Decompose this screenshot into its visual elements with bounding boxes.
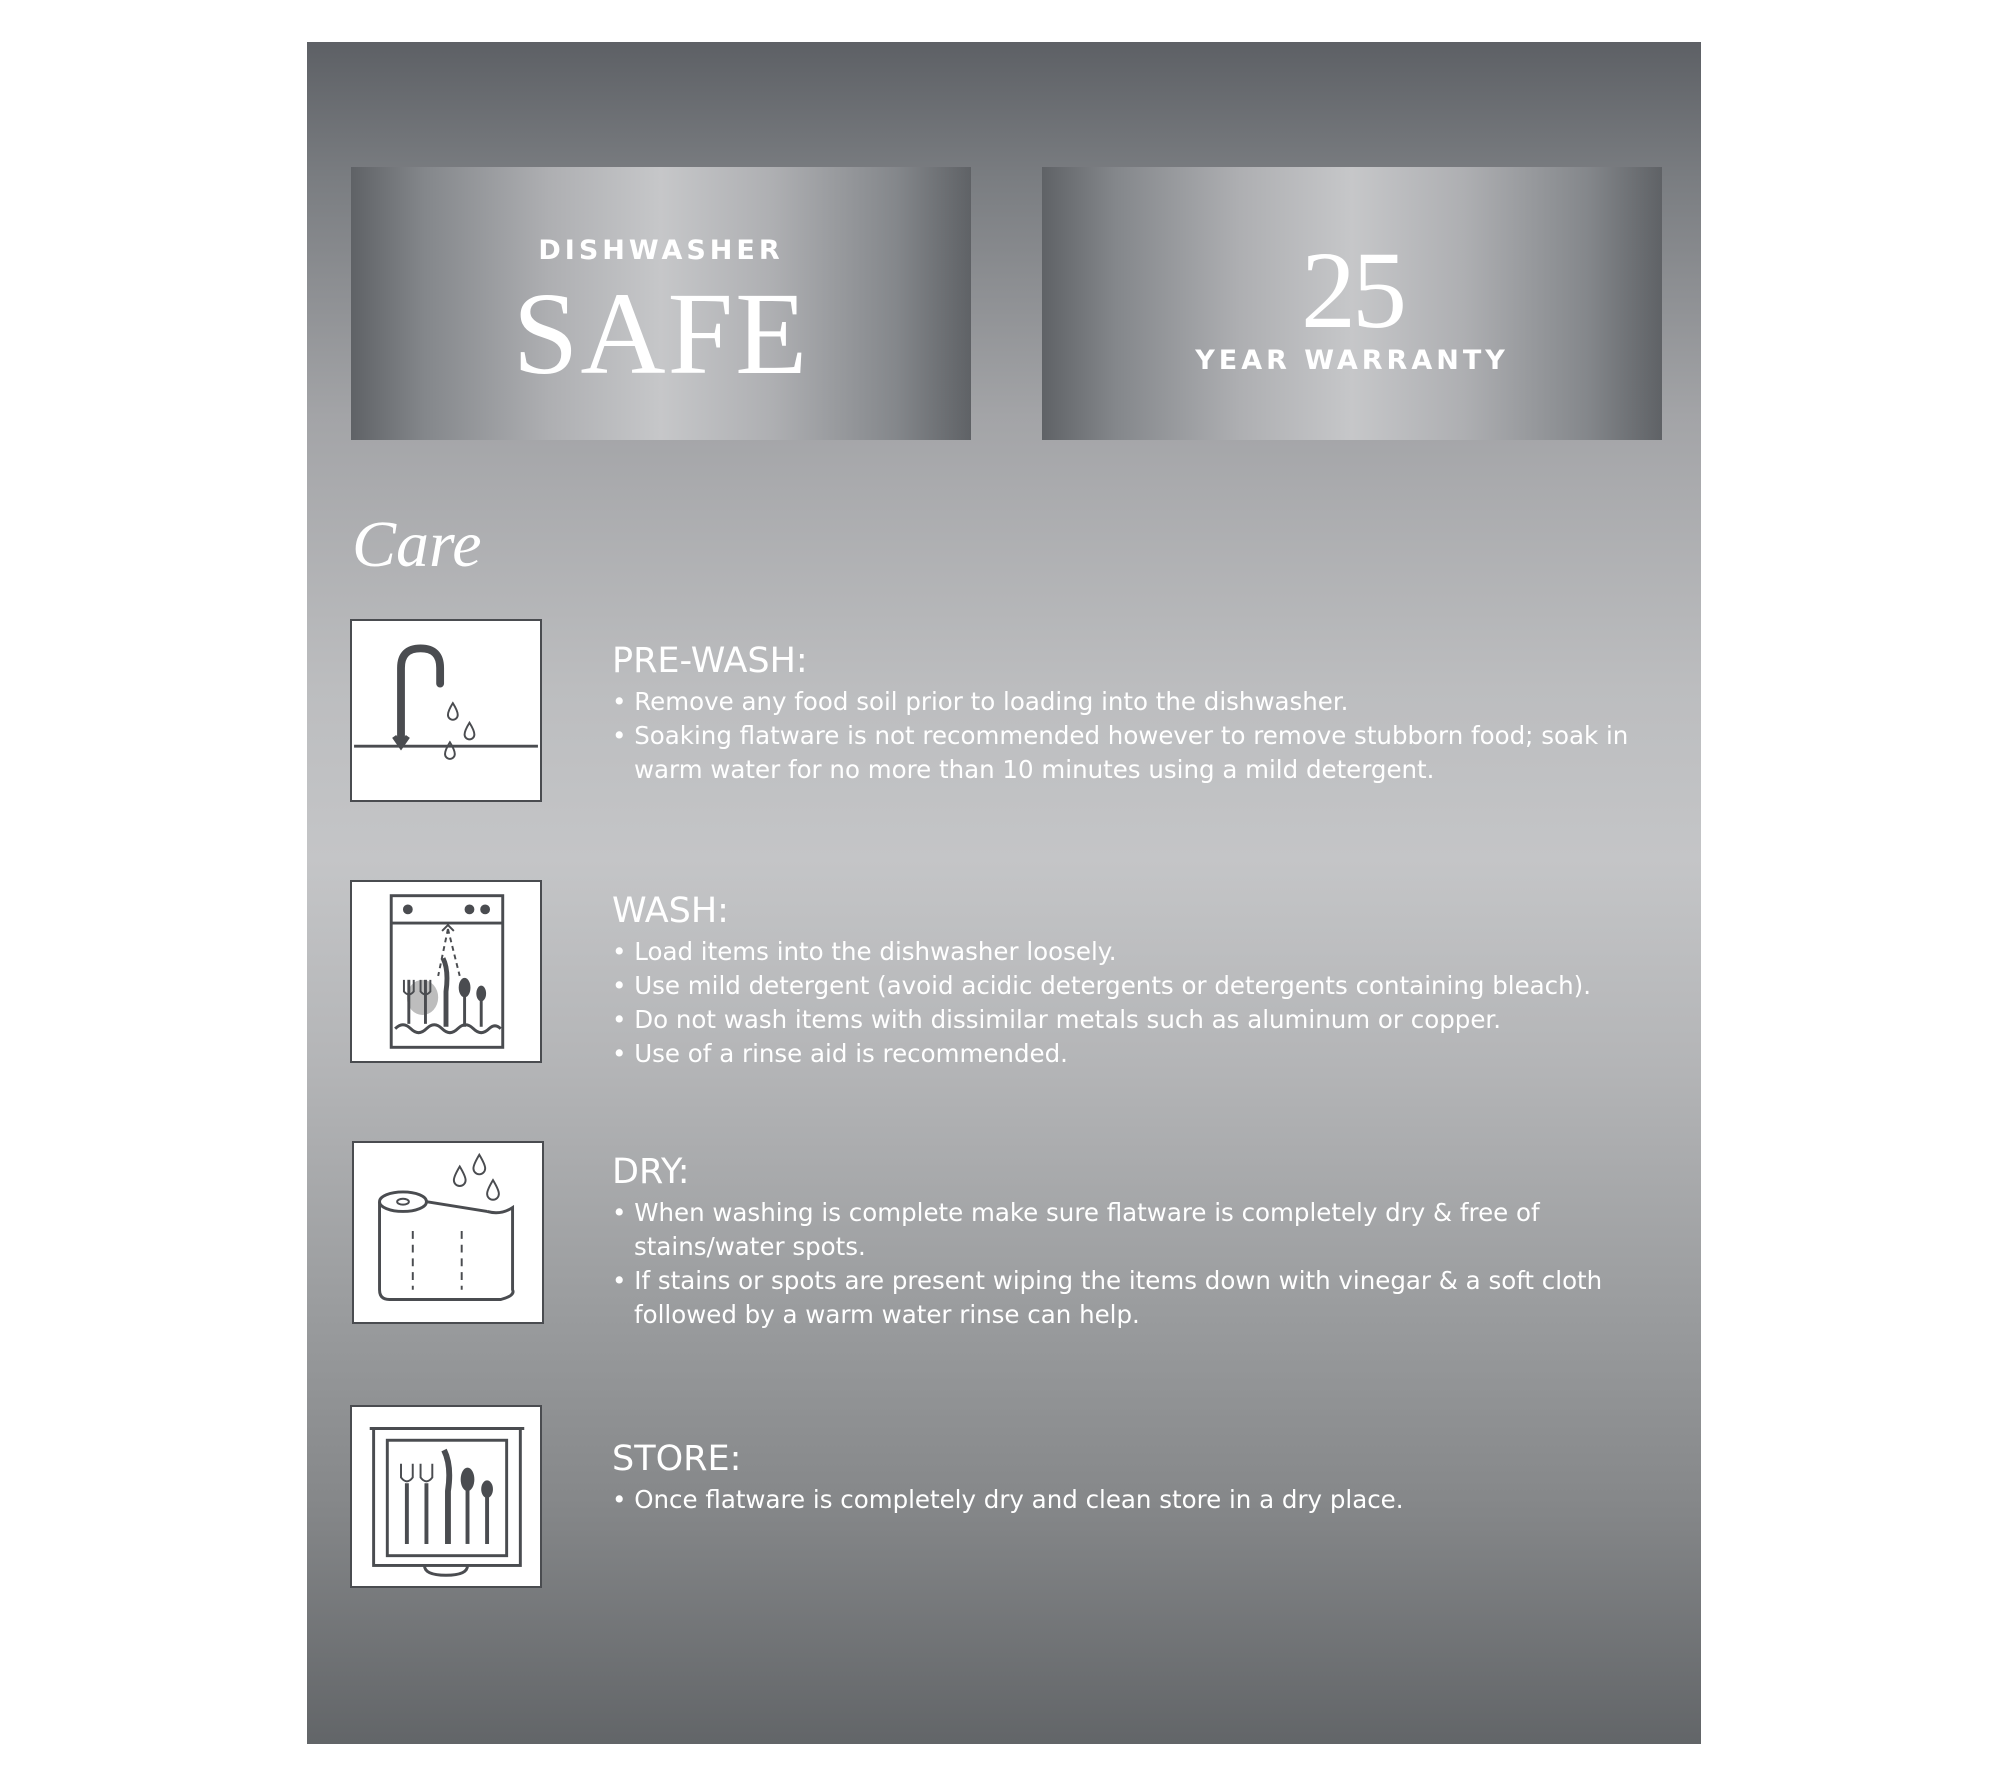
warranty-years: 25 — [1301, 229, 1403, 351]
dishwasher-icon — [350, 880, 542, 1063]
dry-section — [612, 1153, 1672, 1332]
dry-bullet-2: • If stains or spots are present wiping the items down with vinegar & a soft cloth followed by a warm water rinse can help. — [612, 1265, 1603, 1329]
faucet-icon — [350, 619, 542, 802]
prewash-title: PRE-WASH: — [612, 641, 808, 681]
prewash-bullet-2: • Soaking flatware is not recommended however to remove stubborn food; soak in warm water for no more than 10 minutes using a mild detergent. — [612, 720, 1629, 784]
dishwasher-label: DISHWASHER — [538, 235, 784, 266]
paper-towel-icon — [352, 1141, 544, 1324]
wash-title: WASH: — [612, 891, 729, 931]
wash-section — [612, 892, 1672, 1071]
wash-bullet-4: • Use of a rinse aid is recommended. — [612, 1038, 1068, 1068]
wash-bullet-2: • Use mild detergent (avoid acidic detergents or detergents containing bleach). — [612, 970, 1591, 1000]
warranty-badge — [1042, 167, 1662, 440]
care-title: Care — [352, 508, 482, 581]
care-card — [307, 42, 1701, 1744]
store-section — [612, 1440, 1672, 1517]
wash-bullet-1: • Load items into the dishwasher loosely. — [612, 936, 1117, 966]
warranty-label: YEAR WARRANTY — [1195, 345, 1509, 376]
drawer-icon — [350, 1405, 542, 1588]
dry-bullet-1: • When washing is complete make sure flatware is completely dry & free of stains/water spots. — [612, 1197, 1540, 1261]
prewash-bullet-1: • Remove any food soil prior to loading into the dishwasher. — [612, 686, 1349, 716]
wash-bullet-3: • Do not wash items with dissimilar metals such as aluminum or copper. — [612, 1004, 1502, 1034]
prewash-section — [612, 642, 1672, 787]
store-bullet-1: • Once flatware is completely dry and clean store in a dry place. — [612, 1484, 1404, 1514]
dishwasher-safe-badge — [351, 167, 971, 440]
dry-title: DRY: — [612, 1152, 690, 1192]
store-title: STORE: — [612, 1439, 742, 1479]
safe-label: SAFE — [512, 268, 810, 399]
